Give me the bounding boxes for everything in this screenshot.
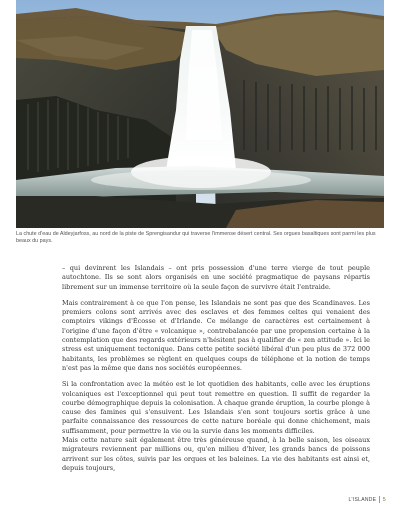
footer-divider (379, 496, 380, 503)
paragraph: Mais contrairement à ce que l'on pense, les Islandais ne sont pas que des Scandinaves. Les premiers colons sont arrivés avec des esclaves et des femmes celtes qui venaient des comptoirs vikings d'Écosse et d'Irlande. Ce mélange de caractères est certainement à l'origine d'une façon d'être « volcanique », contrebalancée par une propension certaine à la contemplation que des regards extérieurs n'hésitent pas à qualifier de « zen attitude ». Ici le stress est uniquement tectonique. Dans cette petite société libéral d'un peu plus de 372 000 habitants, les problèmes se règlent en quelques coups de téléphone et la notion de temps n'est pas la même que dans nos sociétés européennes. (62, 298, 370, 372)
paragraph: Mais cette nature sait également être très généreuse quand, à la belle saison, les oiseaux migrateurs reviennent par millions ou, qu'en milieu d'hiver, les grands bancs de poissons arrivent sur les côtes, suivis par les orques et les baleines. La vie des habitants est ainsi et, depuis toujours, (62, 436, 370, 472)
page-footer (348, 496, 386, 503)
page-number: 5 (382, 496, 386, 503)
paragraph: – qui devinrent les Islandais – ont pris possession d'une terre vierge de tout peuple autochtone. Ils se sont alors organisés en une société pragmatique de paysans répartis librement sur un immense territoire où la seule façon de survivre était l'entraide. (62, 264, 370, 291)
waterfall-photo (16, 0, 384, 228)
article-body (62, 264, 370, 480)
paragraph: Si la confrontation avec la météo est le lot quotidien des habitants, celle avec les éruptions volcaniques est l'exceptionnel qui peut tout remettre en question. Il suffit de regarder la courbe démographique depuis la colonisation. À chaque grande éruption, la courbe plonge à cause des famines qui s'ensuivent. Les Islandais s'en sont toujours sortis grâce à une parfaite connaissance des ressources de cette nature boréale qui donne chichement, mais suffisamment, pour permettre la vie ou la survie dans les moments difficiles. (62, 380, 370, 435)
running-section-title: L'ISLANDE (348, 496, 377, 503)
figure-caption: La chute d'eau de Aldeyjarfoss, au nord de la piste de Sprengisandur qui traverse l'immense désert central. Ses orgues basaltiques sont parmi les plus beaux du pays. (16, 231, 376, 245)
